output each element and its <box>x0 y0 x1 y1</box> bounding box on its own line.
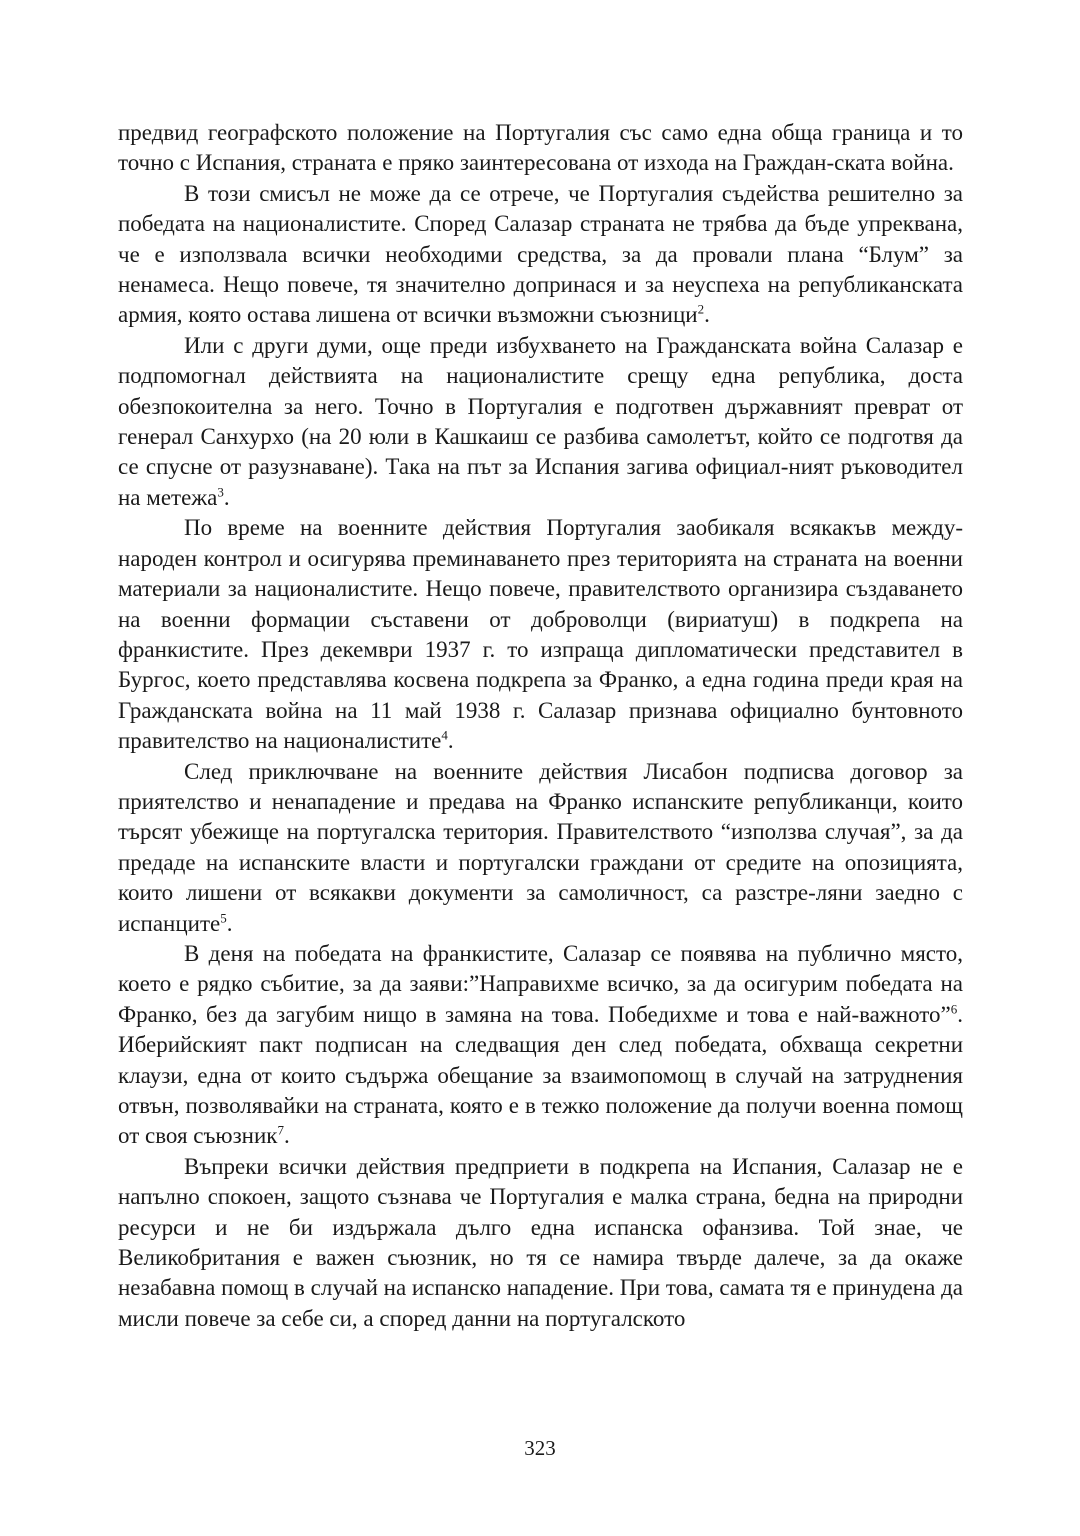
paragraph-2 <box>118 179 963 331</box>
paragraph-6-text: В деня на победата на франкистите, Салазар се появява на публично място, което е рядко събитие, за да заяви:”Направихме всичко, за да осигурим победата на Франко, без да загубим нищо в замяна на това. Победихме и това е най-важното” <box>118 940 963 1027</box>
paragraph-6 <box>118 939 963 1152</box>
paragraph-1-text: предвид географското положение на Португалия със само една обща граница и то точно с Испания, страната е пряко заинтересована от изхода на Граждан-ската война. <box>118 120 963 176</box>
paragraph-3 <box>118 331 963 513</box>
page-body <box>118 118 963 1418</box>
paragraph-2-text: В този смисъл не може да се отрече, че Португалия съдейства решително за победата на националистите. Според Салазар страната не трябва да бъде упреквана, че е използвала всички необходими средства, за да провали плана “Блум” за ненамеса. Нещо повече, тя значително допринася и за неуспеха на републиканската армия, която остава лишена от всички възможни съюзници <box>118 180 963 328</box>
footnote-ref-6[interactable]: 6 <box>950 1001 958 1017</box>
paragraph-4-text: По време на военните действия Португалия заобикаля всякакъв между-народен контрол и осигурява преминаването през територията на страната на военни материали за националистите. Нещо повече, правителството организира създаването на военни формации съставени от доброволци (вириатуш) в подкрепа на франкистите. През декември 1937 г. то изпраща дипломатически представител в Бургос, което представлява косвена подкрепа за Франко, а една година преди края на Гражданската война на 11 май 1938 г. Салазар признава официално бунтовното правителство на националистите <box>118 515 963 754</box>
footnote-ref-2[interactable]: 2 <box>697 301 705 317</box>
paragraph-4-tail: . <box>447 728 454 754</box>
paragraph-4 <box>118 513 963 756</box>
footnote-ref-4[interactable]: 4 <box>441 727 448 743</box>
paragraph-3-text: Или с други думи, още преди избухването на Гражданската война Салазар е подпомогнал действията на националистите срещу една република, доста обезпокоителна за него. Точно в Португалия е подготвен държавният преврат от генерал Санхурхо (на 20 юли в Кашкаиш се разбива самолетът, който се подготвя да се спусне от разузнаване). Така на път за Испания загива официал-ният ръководител на метежа <box>118 332 963 510</box>
paragraph-7 <box>118 1152 963 1334</box>
paragraph-5-tail: . <box>226 910 233 936</box>
footnote-ref-5[interactable]: 5 <box>220 909 227 925</box>
paragraph-1 <box>118 118 963 179</box>
footnote-ref-7[interactable]: 7 <box>277 1122 284 1138</box>
paragraph-7-text: Въпреки всички действия предприети в подкрепа на Испания, Салазар не е напълно спокоен, защото съзнава че Португалия е малка страна, бедна на природни ресурси и не би издържала дълго една испанска офанзива. Той знае, че Великобритания е важен съюзник, но тя се намира твърде далече, за да окаже незабавна помощ в случай на испанско нападение. При това, самата тя е принудена да мисли повече за себе си, а според данни на португалското <box>118 1153 963 1331</box>
paragraph-2-tail: . <box>704 302 710 328</box>
page-number: 323 <box>524 1436 556 1460</box>
paragraph-6-tail: . <box>283 1123 290 1149</box>
footnote-ref-3[interactable]: 3 <box>217 484 224 500</box>
paragraph-3-tail: . <box>223 484 230 510</box>
paragraph-5-text: След приключване на военните действия Лисабон подписва договор за приятелство и ненападение и предава на Франко испанските републиканци, които търсят убежище на португалска територия. Правителството “използва случая”, за да предаде на испанските власти и португалски граждани от средите на опозицията, които лишени от всякакви документи за самоличност, са разстре-ляни заедно с испанците <box>118 758 963 936</box>
paragraph-6-middle: . Иберийският пакт подписан на следващия ден след победата, обхваща секретни клаузи, една от които съдържа обещание за взаимопомощ в случай на затруднения отвън, позволявайки на страната, която е в тежко положение да получи военна помощ от своя съюзник <box>118 1001 963 1149</box>
paragraph-5 <box>118 757 963 939</box>
